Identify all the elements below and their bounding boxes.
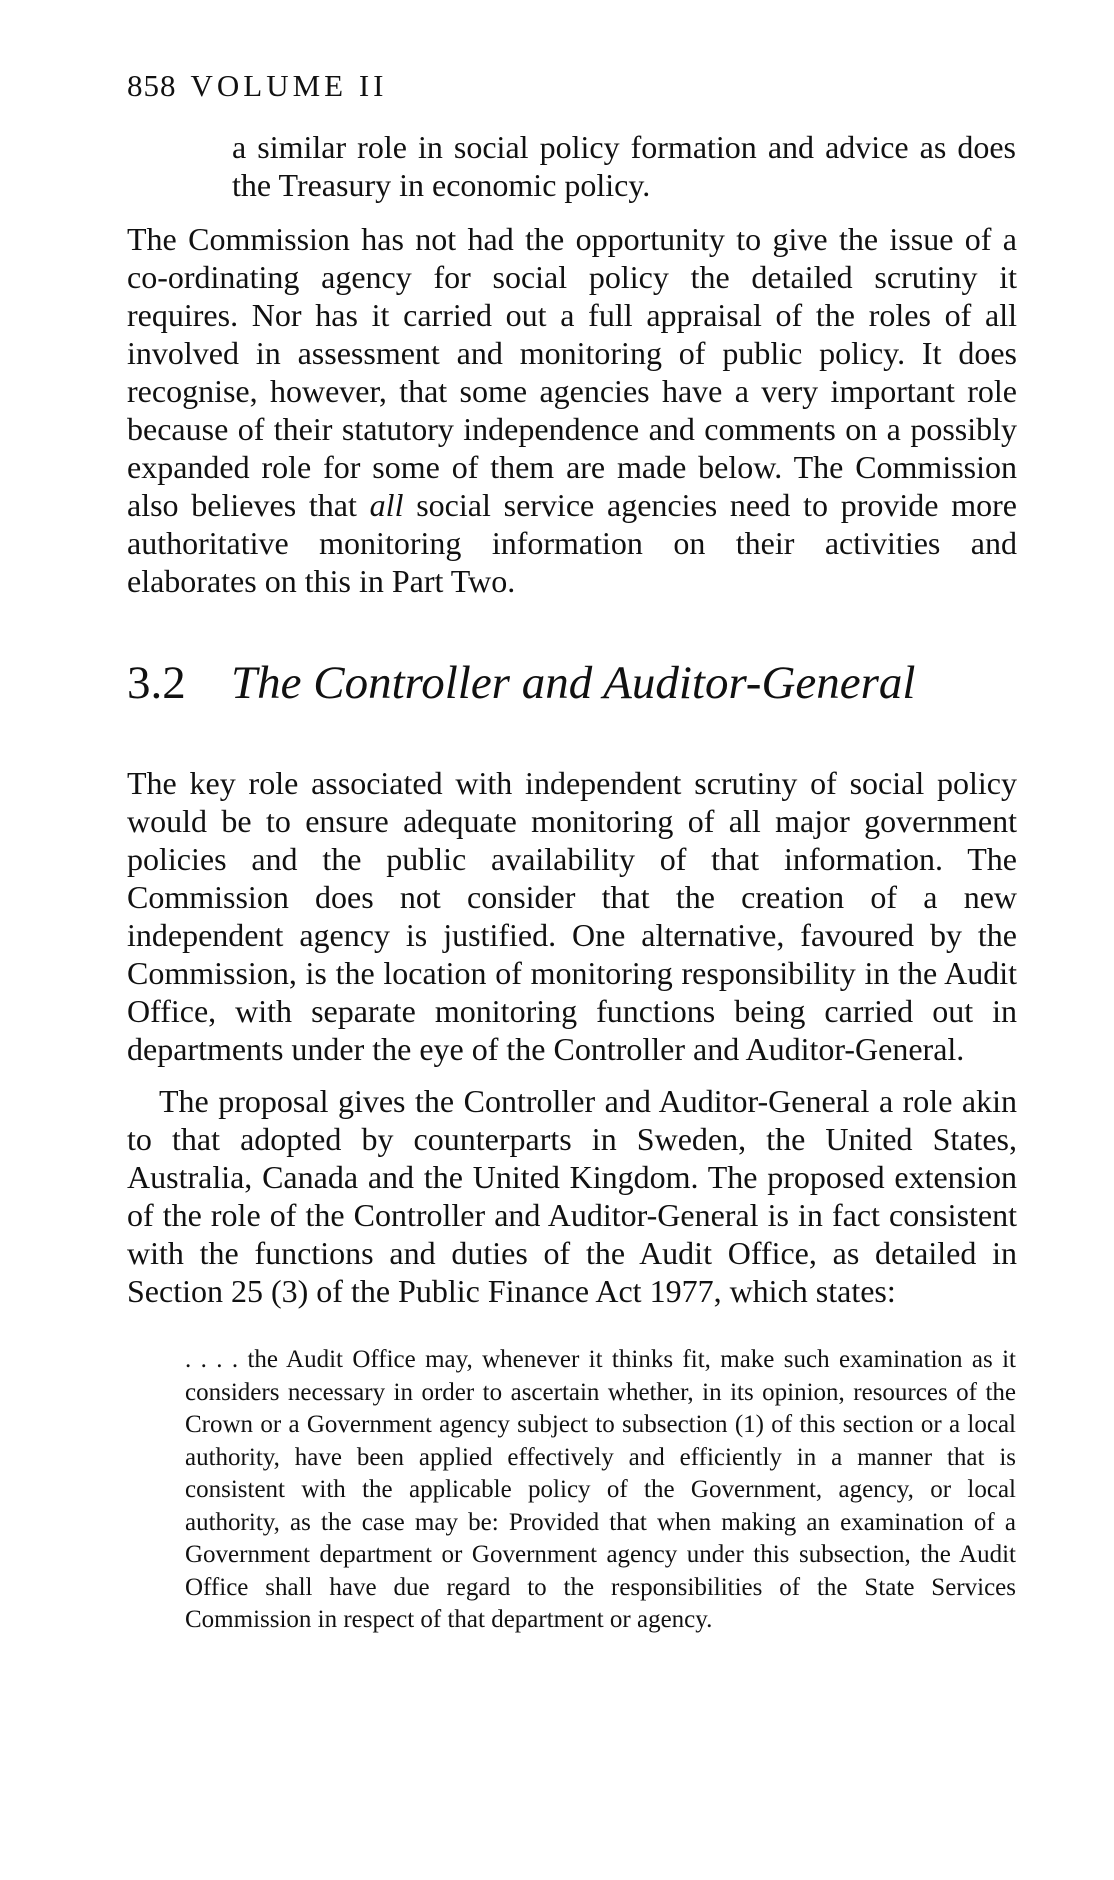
paragraph-1 (127, 220, 1017, 600)
running-head (127, 70, 388, 101)
statute-block-quote: . . . . the Audit Office may, whenever it thinks fit, make such examination as it considers necessary in order to ascertain whether, in its opinion, resources of the Crown or a Government agency subject to subsection (1) of this section or a local authority, have been applied effectively and efficiently in a manner that is consistent with the applicable policy of the Government, agency, or local authority, as the case may be: Provided that when making an examination of a Government department or Government agency under this subsection, the Audit Office shall have due regard to the responsibilities of the State Services Commission in respect of that department or agency. (185, 1346, 1016, 1633)
page-number: 858 (127, 68, 177, 103)
paragraph-2: The key role associated with independent scrutiny of social policy would be to ensure adequate monitoring of all major government policies and the public availability of that information. The Commission does not consider that the creation of a new independent agency is justified. One alternative, favoured by the Commission, is the location of monitoring responsibility in the Audit Office, with separate monitoring functions being carried out in departments under the eye of the Controller and Auditor-General. (127, 765, 1017, 1067)
running-title: VOLUME II (190, 68, 388, 103)
section-number: 3.2 (127, 657, 186, 709)
paragraph-1-text-b: social service agencies need to provide more authoritative monitoring information on their activities and elaborates on this in Part Two. (127, 487, 1018, 599)
paragraph-1-emphasis: all (369, 487, 404, 523)
carryover-quote: a similar role in social policy formation and advice as does the Treasury in economic policy. (232, 129, 1016, 203)
section-title: The Controller and Auditor-General (231, 657, 916, 709)
paragraph-3: The proposal gives the Controller and Auditor-General a role akin to that adopted by counterparts in Sweden, the United States, Australia, Canada and the United Kingdom. The proposed extension of the role of the Controller and Auditor-General is in fact consistent with the functions and duties of the Audit Office, as detailed in Section 25 (3) of the Public Finance Act 1977, which states: (127, 1083, 1017, 1309)
paragraph-1-text-a: The Commission has not had the opportunity to give the issue of a co-ordinating agency for social policy the detailed scrutiny it requires. Nor has it carried out a full appraisal of the roles of all involved in assessment and monitoring of public policy. It does recognise, however, that some agencies have a very important role because of their statutory independence and comments on a possibly expanded role for some of them are made below. The Commission also believes that (127, 221, 1017, 523)
section-heading (127, 657, 916, 709)
